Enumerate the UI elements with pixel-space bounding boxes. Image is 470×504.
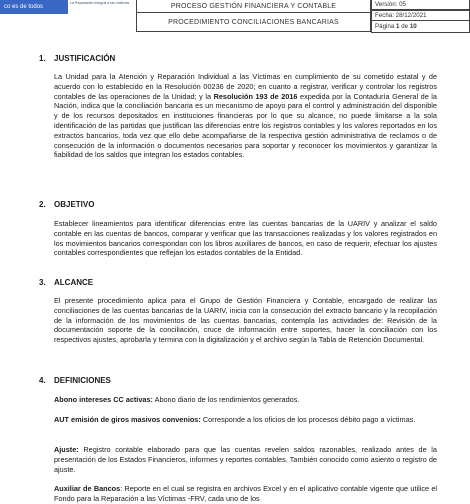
definition-item (54, 395, 437, 405)
page-total: 10 (409, 23, 417, 30)
paragraph-text: La Unidad para la Atención y Reparación Individual a las Víctimas en cumplimiento de su cometido estatal y de acuerdo con lo establecido en la Resolución 00236 de 2020; en cuanto a registrar, verificar y controlar los registros contables de las operaciones de la Unidad; y la (54, 72, 437, 101)
section-number: 3. (39, 278, 46, 287)
document-header (0, 0, 470, 33)
version-label: Versión: 05 (371, 0, 470, 10)
section-1-paragraph (54, 72, 437, 160)
section-number: 1. (39, 54, 46, 63)
procedure-title: PROCEDIMIENTO CONCILIACIONES BANCARIAS (136, 12, 371, 32)
definition-term: Abono intereses CC activas: (54, 395, 153, 404)
section-title: JUSTIFICACIÓN (54, 54, 116, 63)
definition-item (54, 415, 437, 425)
definition-text: Corresponde a los oficios de los procesos débito pago a víctimas. (200, 415, 416, 424)
section-3-heading (39, 278, 93, 287)
section-3-paragraph: El presente procedimiento aplica para el Grupo de Gestión Financiera y Contable, encargado de realizar las conciliaciones de las cuentas bancarias de la UARIV, inicia con la consecución del extracto bancario y la recopilación de la información de los movimientos de las cuentas bancarias, contempla las actividades de: Revisión de la documentación soporte de la conciliación, cruce de información entre soportes, hacer la conciliación con los respectivos ajustes, aprobarla y termina con la digitalización y el archivo según la Tabla de Retención Documental. (54, 296, 437, 345)
definition-item (54, 484, 437, 504)
page-separator: de (401, 23, 409, 30)
resolution-reference: Resolución 193 de 2016 (213, 91, 298, 101)
section-4-heading (39, 376, 111, 385)
institution-logo (0, 0, 136, 33)
section-title: DEFINICIONES (54, 376, 111, 385)
page-prefix: Página (375, 23, 395, 30)
definition-term: Ajuste: (54, 445, 79, 454)
section-2-heading (39, 200, 94, 209)
logo-banner: co es de todos (0, 0, 68, 14)
definition-term: Auxiliar de Bancos (54, 484, 121, 493)
process-title: PROCESO GESTIÓN FINANCIERA Y CONTABLE (136, 0, 371, 13)
page-indicator (371, 20, 470, 33)
logo-subtext: La Reparación Integral a las víctimas (70, 1, 130, 5)
section-title: ALCANCE (54, 278, 94, 287)
paragraph-text: expedida por la Contaduría General de la Nación, indica que la conciliación bancaria es un mecanismo de apoyo para el control y administración del disponible y de los recursos depositados en instituciones financieras por lo que su alcance, no puede limitarse a la sola identificación de las partidas que justifican las diferencias entre los registros contables y los valores reportados en los extractos bancarios, toda vez que ello debe acompañarse de la respectiva gestión administrativa de reclamos o de consecución de la información o documentos necesarios para soportar y reconocer los movimientos y garantizar la fiabilidad de los saldos que integran los estados contables. (54, 91, 437, 160)
page-current: 1 (396, 23, 400, 30)
section-2-paragraph: Establecer lineamientos para identificar diferencias entre las cuentas bancarias de la UARIV y analizar el saldo contable en las cuentas de bancos, comparar y verificar que las transacciones realizadas y los valores registrados en los movimientos bancarios correspondan con los libros auxiliares de bancos, en caso de requerir, efectuar los ajustes contables correspondientes que reflejan los estados contables de la Entidad. (54, 219, 437, 258)
section-number: 2. (39, 200, 46, 209)
definition-text: Registro contable elaborado para que las cuentas revelen saldos razonables, realizado antes de la presentación de los Estados Financieros, informes y reportes contables. También conocido como asiento o registro de ajuste. (54, 445, 437, 474)
section-number: 4. (39, 376, 46, 385)
date-label: Fecha: 28/12/2021 (371, 10, 470, 21)
section-1-heading (39, 54, 115, 63)
definition-term: AUT emisión de giros masivos convenios: (54, 415, 201, 424)
definition-text: Abono diario de los rendimientos generados. (152, 395, 300, 404)
section-title: OBJETIVO (54, 200, 95, 209)
definition-item (54, 445, 437, 474)
definition-text: : Reporte en el cual se registra en archivos Excel y en el aplicativo contable vigente que utilice el Fondo para la Reparación a las Víctimas -FRV, cada uno de los (54, 484, 437, 503)
